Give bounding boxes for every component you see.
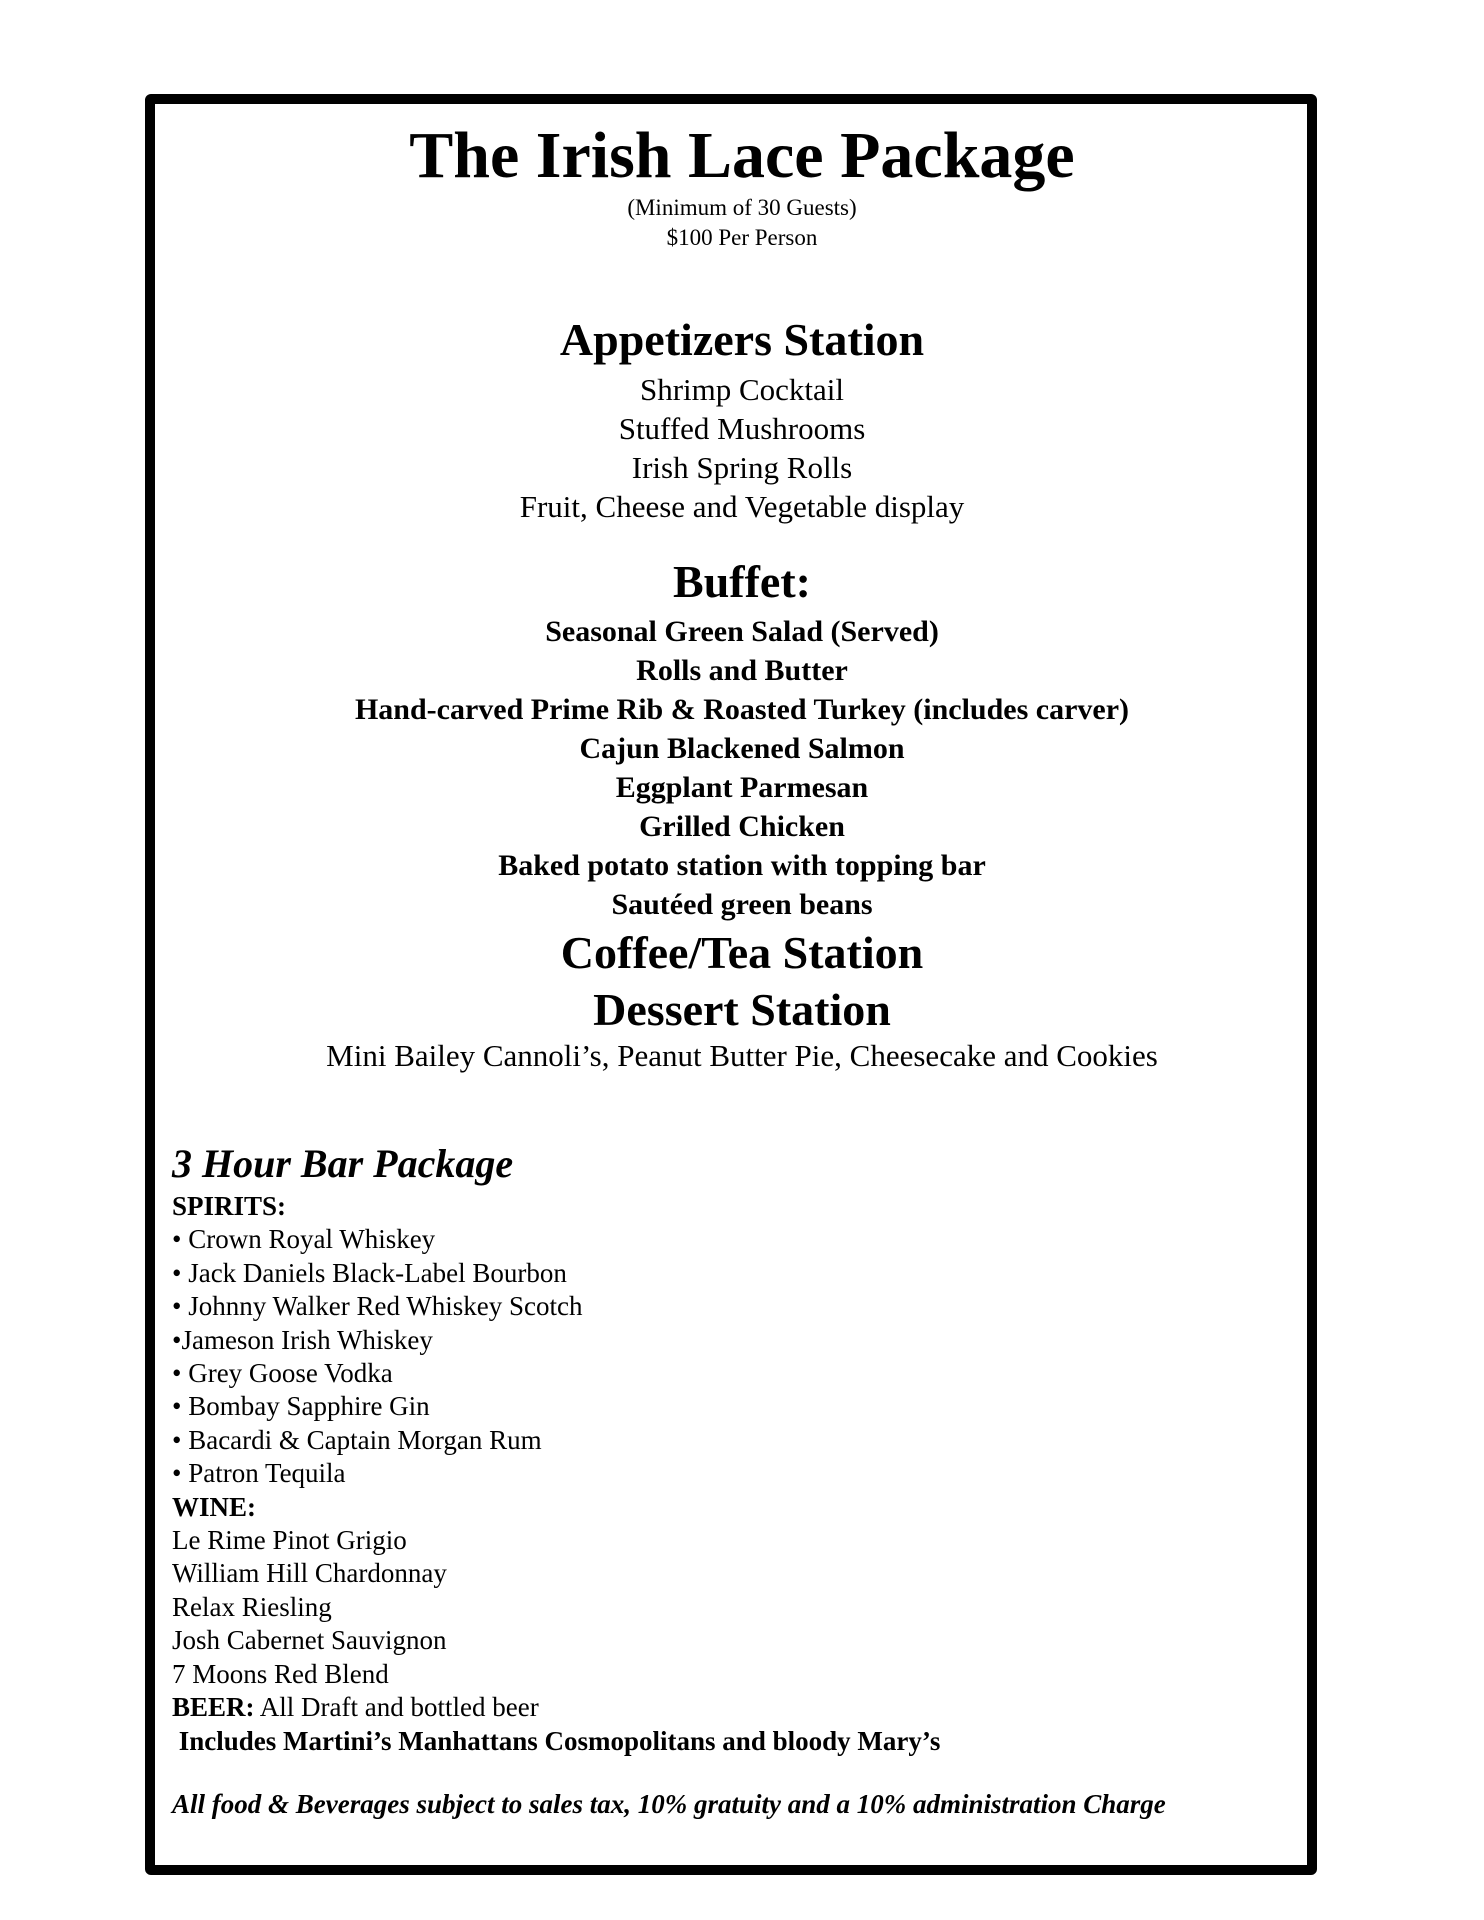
spirit-item: • Bacardi & Captain Morgan Rum: [172, 1424, 542, 1455]
buffet-item: Baked potato station with topping bar: [498, 849, 986, 882]
wine-item: 7 Moons Red Blend: [172, 1658, 389, 1689]
buffet-item: Seasonal Green Salad (Served): [545, 615, 939, 648]
wine-item: William Hill Chardonnay: [172, 1558, 447, 1589]
minimum-guests-note: (Minimum of 30 Guests): [627, 195, 857, 220]
dessert-heading: Dessert Station: [593, 984, 891, 1035]
buffet-heading: Buffet:: [673, 556, 811, 607]
cocktails-included: Includes Martini’s Manhattans Cosmopolitans and bloody Mary’s: [172, 1725, 941, 1756]
wine-item: Relax Riesling: [172, 1591, 332, 1622]
bar-package-list: [172, 1190, 940, 1758]
spirit-item: • Crown Royal Whiskey: [172, 1224, 436, 1255]
buffet-item: Grilled Chicken: [639, 810, 845, 843]
buffet-item: Sautéed green beans: [611, 888, 873, 921]
appetizer-item: Shrimp Cocktail: [639, 372, 845, 407]
spirits-label: SPIRITS:: [172, 1191, 287, 1221]
dessert-items: Mini Bailey Cannoli’s, Peanut Butter Pie, Cheesecake and Cookies: [326, 1038, 1158, 1073]
wine-item: Le Rime Pinot Grigio: [172, 1525, 407, 1556]
tax-gratuity-note: All food & Beverages subject to sales tax, 10% gratuity and a 10% administration Charge: [172, 1789, 1166, 1819]
coffee-tea-heading: Coffee/Tea Station: [560, 927, 924, 978]
beer-label: BEER:: [172, 1692, 255, 1723]
wine-label: WINE:: [172, 1491, 257, 1522]
price-per-person: $100 Per Person: [666, 225, 818, 250]
beer-line: [172, 1691, 940, 1724]
appetizers-list: [0, 370, 1484, 526]
buffet-list: [0, 612, 1484, 924]
buffet-item: Cajun Blackened Salmon: [579, 732, 905, 765]
appetizers-heading: Appetizers Station: [559, 314, 925, 365]
buffet-item: Eggplant Parmesan: [615, 771, 869, 804]
buffet-item: Hand-carved Prime Rib & Roasted Turkey (includes carver): [354, 693, 1130, 726]
spirit-item: • Patron Tequila: [172, 1458, 346, 1489]
spirit-item: • Grey Goose Vodka: [172, 1358, 393, 1389]
wine-item: Josh Cabernet Sauvignon: [172, 1625, 447, 1656]
buffet-item: Rolls and Butter: [636, 654, 848, 687]
spirit-item: • Johnny Walker Red Whiskey Scotch: [172, 1291, 583, 1322]
beer-text: All Draft and bottled beer: [254, 1692, 539, 1723]
spirit-item: •Jameson Irish Whiskey: [172, 1324, 433, 1355]
appetizer-item: Irish Spring Rolls: [631, 450, 853, 485]
spirit-item: • Jack Daniels Black-Label Bourbon: [172, 1257, 567, 1288]
appetizer-item: Stuffed Mushrooms: [618, 411, 866, 446]
page-title: The Irish Lace Package: [409, 119, 1075, 192]
spirit-item: • Bombay Sapphire Gin: [172, 1391, 430, 1422]
bar-package-title: 3 Hour Bar Package: [172, 1141, 514, 1186]
appetizer-item: Fruit, Cheese and Vegetable display: [519, 489, 965, 524]
